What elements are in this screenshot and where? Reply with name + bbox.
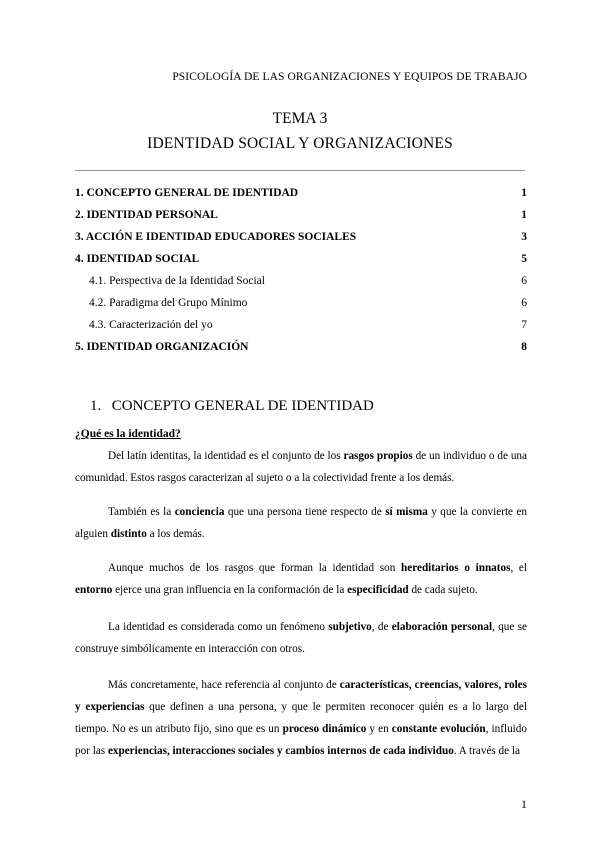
text-run: de un individuo o de una comunidad. Estos rasgos caracterizan al sujeto o a la colectividad frente a los demás. — [75, 450, 527, 484]
toc-entry-label: 4.2. Paradigma del Grupo Mínimo — [89, 297, 248, 309]
toc-entry[interactable] — [75, 292, 527, 314]
text-run: a los demás. — [146, 528, 205, 540]
text-run: de cada sujeto. — [408, 584, 478, 596]
paragraph — [75, 616, 527, 660]
bold-text: distinto — [110, 528, 147, 540]
bold-text: subjetivo — [328, 621, 372, 633]
toc-entry-label: 4.3. Caracterización del yo — [89, 319, 213, 331]
text-run: Del latín identitas, la identidad es el conjunto de los — [108, 450, 344, 462]
toc-entry[interactable] — [75, 248, 527, 270]
text-run: . A través de la — [453, 745, 520, 757]
toc-entry-label: 4.1. Perspectiva de la Identidad Social — [89, 275, 265, 287]
paragraph — [75, 557, 527, 601]
text-run: ejerce una gran influencia en la conformación de la — [112, 584, 348, 596]
toc-entry[interactable] — [75, 182, 527, 204]
section-heading — [90, 398, 374, 415]
section-number: 1. — [90, 398, 102, 414]
text-run: Más concretamente, hace referencia al conjunto de — [108, 679, 340, 691]
bold-text: entorno — [75, 584, 113, 596]
paragraph — [75, 445, 527, 489]
table-of-contents — [75, 182, 527, 358]
text-run: , que se construye simbólicamente en interacción con otros. — [75, 621, 528, 655]
toc-entry-label: 5. IDENTIDAD ORGANIZACIÓN — [75, 341, 249, 353]
toc-entry[interactable] — [75, 204, 527, 226]
toc-entry-page: 1 — [521, 187, 527, 199]
toc-entry[interactable] — [75, 270, 527, 292]
page-number: 1 — [521, 797, 527, 811]
bold-text: sí misma — [385, 506, 428, 518]
text-run: que una persona tiene respecto de — [224, 506, 386, 518]
bold-text: rasgos propios — [343, 450, 413, 462]
toc-entry-page: 6 — [521, 275, 527, 287]
text-run: y en — [366, 723, 392, 735]
toc-entry[interactable] — [75, 314, 527, 336]
text-run: , el — [510, 562, 527, 574]
toc-entry-page: 1 — [521, 209, 527, 221]
toc-entry-page: 6 — [521, 297, 527, 309]
section-title: CONCEPTO GENERAL DE IDENTIDAD — [111, 398, 374, 414]
text-run: La identidad es considerada como un fenómeno — [108, 621, 329, 633]
toc-entry-page: 7 — [521, 319, 527, 331]
toc-entry-page: 5 — [521, 253, 527, 265]
bold-text: proceso dinámico — [282, 723, 367, 735]
bold-text: hereditarios o innatos — [401, 562, 511, 574]
bold-text: conciencia — [174, 506, 225, 518]
topic-number: TEMA 3 — [272, 110, 328, 127]
paragraph — [75, 674, 527, 762]
running-header: PSICOLOGÍA DE LAS ORGANIZACIONES Y EQUIPOS DE TRABAJO — [172, 71, 527, 83]
toc-entry-label: 2. IDENTIDAD PERSONAL — [75, 209, 218, 221]
bold-text: características, creencias, valores, roles y experiencias — [75, 679, 528, 713]
toc-entry-page: 3 — [521, 231, 527, 243]
subheading: ¿Qué es la identidad? — [75, 428, 181, 440]
text-run: , influido por las — [75, 723, 527, 757]
topic-title: IDENTIDAD SOCIAL Y ORGANIZACIONES — [147, 135, 453, 152]
toc-entry-label: 3. ACCIÓN E IDENTIDAD EDUCADORES SOCIALES — [75, 231, 357, 243]
toc-entry-page: 8 — [521, 341, 527, 353]
paragraph — [75, 501, 527, 545]
bold-text: especificidad — [347, 584, 409, 596]
text-run: También es la — [108, 506, 175, 518]
toc-entry-label: 4. IDENTIDAD SOCIAL — [75, 253, 200, 265]
text-run: Aunque muchos de los rasgos que forman la identidad son — [108, 562, 402, 574]
text-run: y que la convierte en alguien — [75, 506, 528, 540]
bold-text: experiencias, interacciones sociales y cambios internos de cada individuo — [107, 745, 454, 757]
toc-entry-label: 1. CONCEPTO GENERAL DE IDENTIDAD — [75, 187, 299, 199]
text-run: que definen a una persona, y que le permiten reconocer quién es a lo largo del tiempo. No es un atributo fijo, sino que es un — [75, 701, 527, 735]
toc-entry[interactable] — [75, 336, 527, 358]
toc-entry[interactable] — [75, 226, 527, 248]
bold-text: constante evolución — [391, 723, 486, 735]
bold-text: elaboración personal — [391, 621, 493, 633]
text-run: , de — [371, 621, 392, 633]
header-divider — [75, 170, 525, 171]
